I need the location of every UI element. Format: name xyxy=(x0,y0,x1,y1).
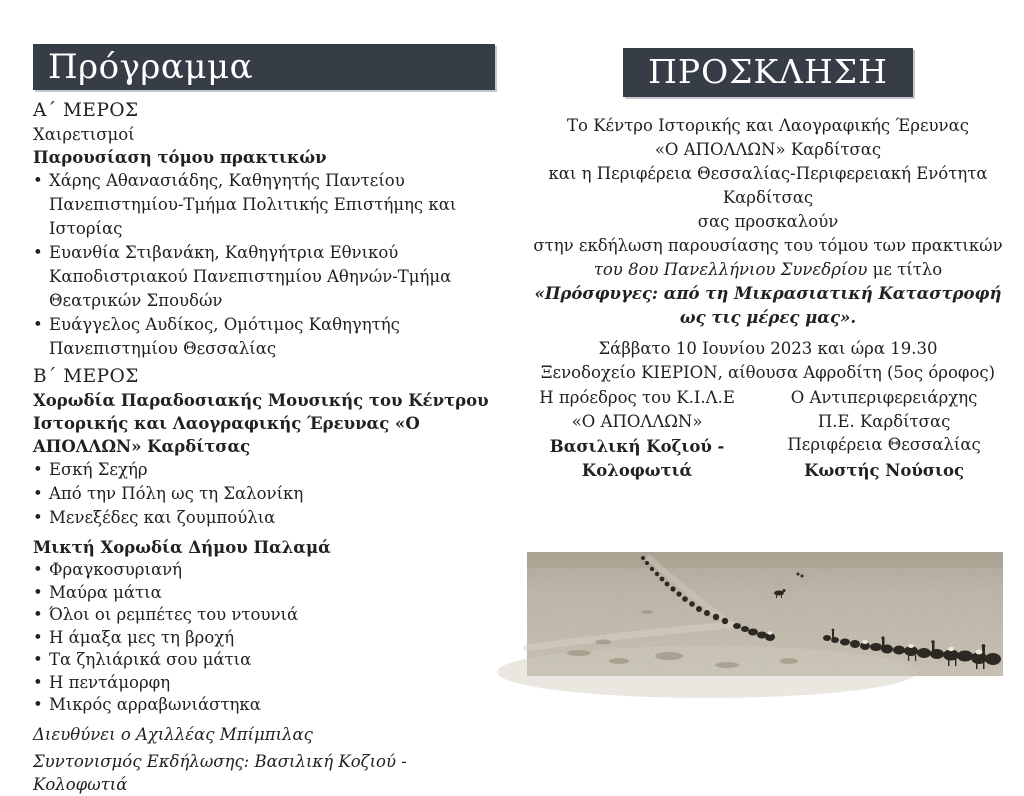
coordination-line: Συντονισμός Εκδήλωσης: Βασιλική Κοζιού - Κολοφωτιά xyxy=(33,751,407,794)
bullet-icon: • xyxy=(33,315,43,334)
list-item xyxy=(33,694,495,717)
event-venue: Ξενοδοχείο ΚΙΕΡΙΟΝ, αίθουσα Αφροδίτη (5ος όροφος) xyxy=(540,363,996,382)
invitation-header-bar xyxy=(623,48,913,97)
bullet-icon: • xyxy=(33,695,43,714)
bullet-icon: • xyxy=(33,627,43,647)
event-datetime: Σάββατο 10 Ιουνίου 2023 και ώρα 19.30 xyxy=(598,339,938,358)
signature-org: Περιφέρεια Θεσσαλίας xyxy=(787,435,981,454)
program-title: Πρόγραμμα xyxy=(48,47,254,87)
presenter-name: Ευανθία Στιβανάκη, Καθηγήτρια Εθνικού Καποδιστριακού Πανεπιστημίου Αθηνών-Τμήμα Θεατρικών Σπουδών xyxy=(49,243,452,310)
invitation-body xyxy=(521,114,1015,385)
bullet-icon: • xyxy=(33,672,43,692)
presentation-heading: Παρουσίαση τόμου πρακτικών xyxy=(33,148,327,167)
historical-photo xyxy=(527,552,1003,676)
song-title: Τα ζηλιάρικά σου μάτια xyxy=(49,650,252,669)
song-title: Μαύρα μάτια xyxy=(49,582,162,602)
list-item xyxy=(33,627,495,650)
bullet-icon: • xyxy=(33,650,43,669)
list-item xyxy=(33,582,495,605)
song-title: Η πεντάμορφη xyxy=(49,672,171,692)
presenter-name: Ευάγγελος Αυδίκος, Ομότιμος Καθηγητής Πανεπιστημίου Θεσσαλίας xyxy=(49,315,400,358)
list-item xyxy=(33,559,495,582)
signature-role: Η πρόεδρος του Κ.Ι.Λ.Ε xyxy=(539,388,735,407)
list-item xyxy=(33,241,495,313)
invitation-title: ΠΡΟΣΚΛΗΣΗ xyxy=(648,52,888,91)
list-item xyxy=(33,649,495,672)
signature-right xyxy=(753,386,1015,482)
invitation-column xyxy=(521,48,1015,385)
signatures-row xyxy=(521,386,1015,482)
bullet-icon: • xyxy=(33,243,43,262)
greetings-line: Χαιρετισμοί xyxy=(33,125,135,144)
invitation-line: και η Περιφέρεια Θεσσαλίας-Περιφερειακή Ενότητα Καρδίτσας xyxy=(548,164,988,207)
invitation-line: Το Κέντρο Ιστορικής και Λαογραφικής Έρευνας xyxy=(567,116,969,135)
list-item xyxy=(33,482,495,506)
program-column xyxy=(33,44,495,796)
list-item xyxy=(33,458,495,482)
choir1-heading: Χορωδία Παραδοσιακής Μουσικής του Κέντρου Ιστορικής και Λαογραφικής Έρευνας «Ο ΑΠΟΛΛΩΝ» Καρδίτσας xyxy=(33,391,489,456)
signature-org: Π.Ε. Καρδίτσας xyxy=(817,411,951,431)
conductor-line: Διευθύνει ο Αχιλλέας Μπίμπιλας xyxy=(33,724,313,744)
part-a-heading: Α΄ ΜΕΡΟΣ xyxy=(33,100,139,121)
bullet-icon: • xyxy=(33,582,43,602)
bullet-icon: • xyxy=(33,171,43,190)
song-title: Φραγκοσυριανή xyxy=(49,560,182,579)
invitation-line: σας προσκαλούν xyxy=(697,212,839,231)
signature-name: Βασιλική Κοζιού - Κολοφωτιά xyxy=(549,437,725,480)
song-title: Μενεξέδες και ζουμπούλια xyxy=(49,508,276,527)
list-item xyxy=(33,604,495,627)
list-item xyxy=(33,672,495,695)
bullet-icon: • xyxy=(33,460,43,479)
congress-line xyxy=(521,258,1015,282)
song-title: Από την Πόλη ως τη Σαλονίκη xyxy=(49,484,304,503)
part-b-heading: Β΄ ΜΕΡΟΣ xyxy=(33,366,139,387)
program-header-bar xyxy=(33,44,495,90)
song-title: Μικρός αρραβωνιάστηκα xyxy=(49,695,261,714)
song-title: Όλοι οι ρεμπέτες του ντουνιά xyxy=(49,605,299,624)
choir2-heading: Μικτή Χορωδία Δήμου Παλαμά xyxy=(33,538,331,557)
congress-title-line: «Πρόσφυγες: από τη Μικρασιατική Καταστροφή ως τις μέρες μας». xyxy=(534,284,1002,327)
bullet-icon: • xyxy=(33,560,43,579)
bullet-icon: • xyxy=(33,605,43,624)
invitation-line: στην εκδήλωση παρουσίασης του τόμου των πρακτικών xyxy=(533,236,1003,255)
presenter-name: Χάρης Αθανασιάδης, Καθηγητής Παντείου Πανεπιστημίου-Τμήμα Πολιτικής Επιστήμης και Ιστορίας xyxy=(49,171,457,238)
congress-suffix: με τίτλο xyxy=(867,260,943,279)
invitation-line: «Ο ΑΠΟΛΛΩΝ» Καρδίτσας xyxy=(654,140,882,159)
bullet-icon: • xyxy=(33,508,43,527)
song-title: Εσκή Σεχήρ xyxy=(49,460,148,479)
signature-role: Ο Αντιπεριφερειάρχης xyxy=(790,388,978,407)
list-item xyxy=(33,313,495,361)
signature-left xyxy=(521,386,753,482)
song-title: Η άμαξα μες τη βροχή xyxy=(49,627,235,647)
signature-name: Κωστής Νούσιος xyxy=(804,460,964,480)
list-item xyxy=(33,506,495,530)
congress-name: του 8ου Πανελλήνιου Συνεδρίου xyxy=(593,260,868,279)
signature-org: «Ο ΑΠΟΛΛΩΝ» xyxy=(571,411,703,431)
list-item xyxy=(33,169,495,241)
bullet-icon: • xyxy=(33,484,43,503)
